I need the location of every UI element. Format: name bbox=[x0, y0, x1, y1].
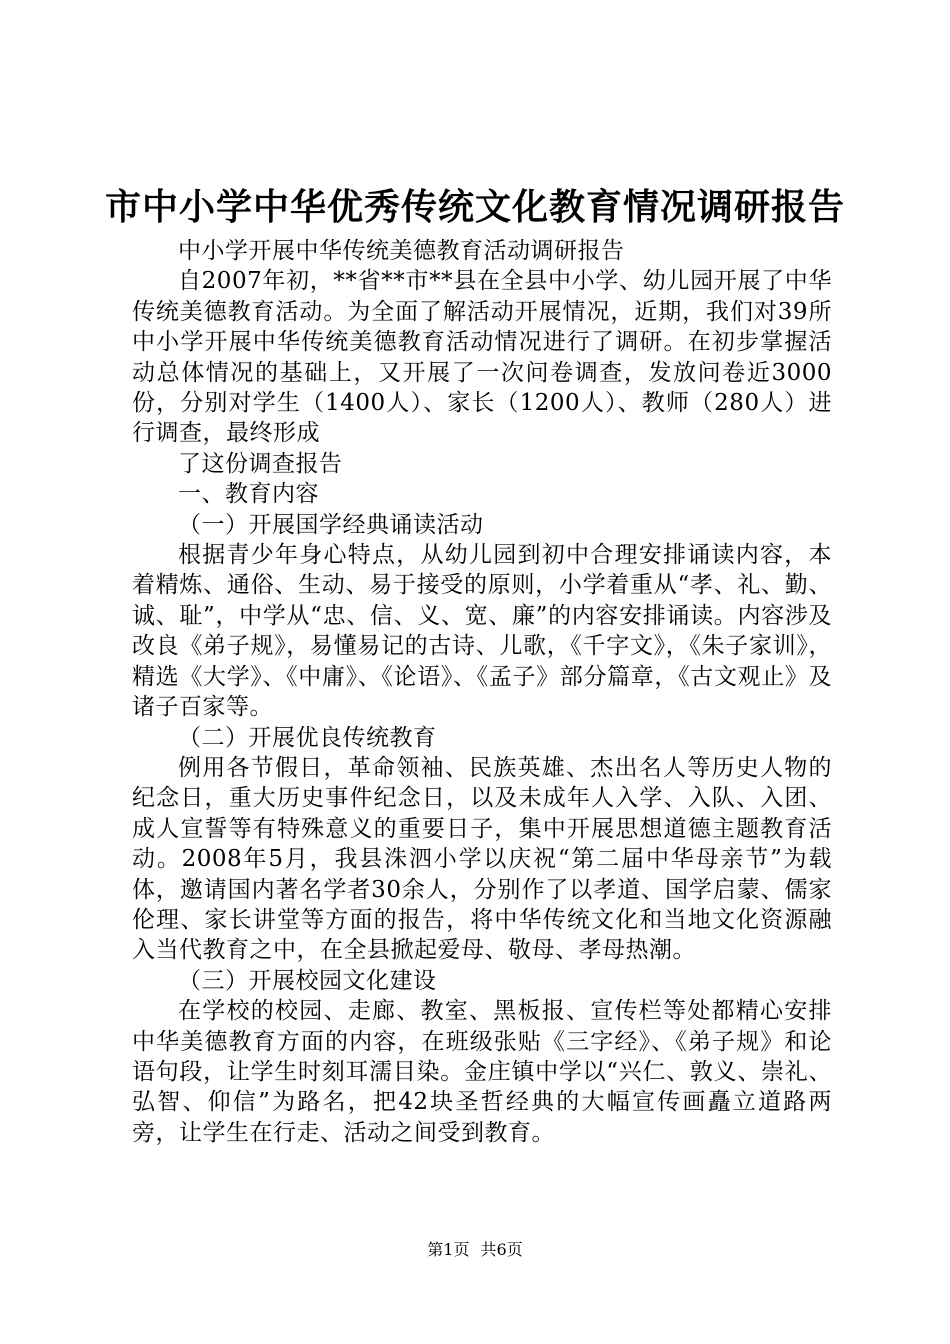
subtitle-paragraph: 中小学开展中华传统美德教育活动调研报告 bbox=[178, 238, 625, 264]
body-paragraph-2: 例用各节假日，革命领袖、民族英雄、杰出名人等历史人物的纪念日，重大历史事件纪念日，以及未成年人入学、入队、入团、成人宣誓等有特殊意义的重要日子，集中开展思想道德主题教育活动。2008年5月，我县洙泗小学以庆祝“第二届中华母亲节”为载体，邀请国内著名学者30余人，分别作了以孝道、国学启蒙、儒家伦理、家长讲堂等方面的报告，将中华传统文化和当地文化资源融入当代教育之中，在全县掀起爱母、敬母、孝母热潮。 bbox=[132, 754, 832, 964]
document-body bbox=[132, 236, 832, 1148]
intro-continuation-paragraph: 了这份调查报告 bbox=[178, 450, 343, 477]
body-paragraph-1: 根据青少年身心特点，从幼儿园到初中合理安排诵读内容，本着精炼、通俗、生动、易于接受的原则，小学着重从“孝、礼、勤、诚、耻”，中学从“忠、信、义、宽、廉”的内容安排诵读。内容涉及改良《弟子规》，易懂易记的古诗、儿歌，《千字文》，《朱子家训》，精选《大学》、《中庸》、《论语》、《孟子》部分篇章，《古文观止》及诸子百家等。 bbox=[132, 542, 832, 721]
page-footer bbox=[0, 1240, 950, 1260]
page-number: 第1页 bbox=[427, 1240, 470, 1259]
intro-paragraph: 自2007年初，**省**市**县在全县中小学、幼儿园开展了中华传统美德教育活动。为全面了解活动开展情况，近期，我们对39所中小学开展中华传统美德教育活动情况进行了调研。在初步掌握活动总体情况的基础上，又开展了一次问卷调查，发放问卷近3000份，分别对学生（1400人）、家长（1200人）、教师（280人）进行调查，最终形成 bbox=[132, 268, 832, 447]
subsection-heading-3: （三）开展校园文化建设 bbox=[178, 967, 437, 994]
page-total: 共6页 bbox=[480, 1240, 523, 1259]
subsection-heading-1: （一）开展国学经典诵读活动 bbox=[178, 511, 484, 538]
document-title: 市中小学中华优秀传统文化教育情况调研报告 bbox=[104, 187, 845, 228]
body-paragraph-3: 在学校的校园、走廊、教室、黑板报、宣传栏等处都精心安排中华美德教育方面的内容，在班级张贴《三字经》、《弟子规》和论语句段，让学生时刻耳濡目染。金庄镇中学以“兴仁、敦义、崇礼、弘智、仰信”为路名，把42块圣哲经典的大幅宣传画矗立道路两旁，让学生在行走、活动之间受到教育。 bbox=[132, 998, 832, 1146]
subsection-heading-2: （二）开展优良传统教育 bbox=[178, 724, 437, 751]
section-heading: 一、教育内容 bbox=[178, 481, 319, 508]
